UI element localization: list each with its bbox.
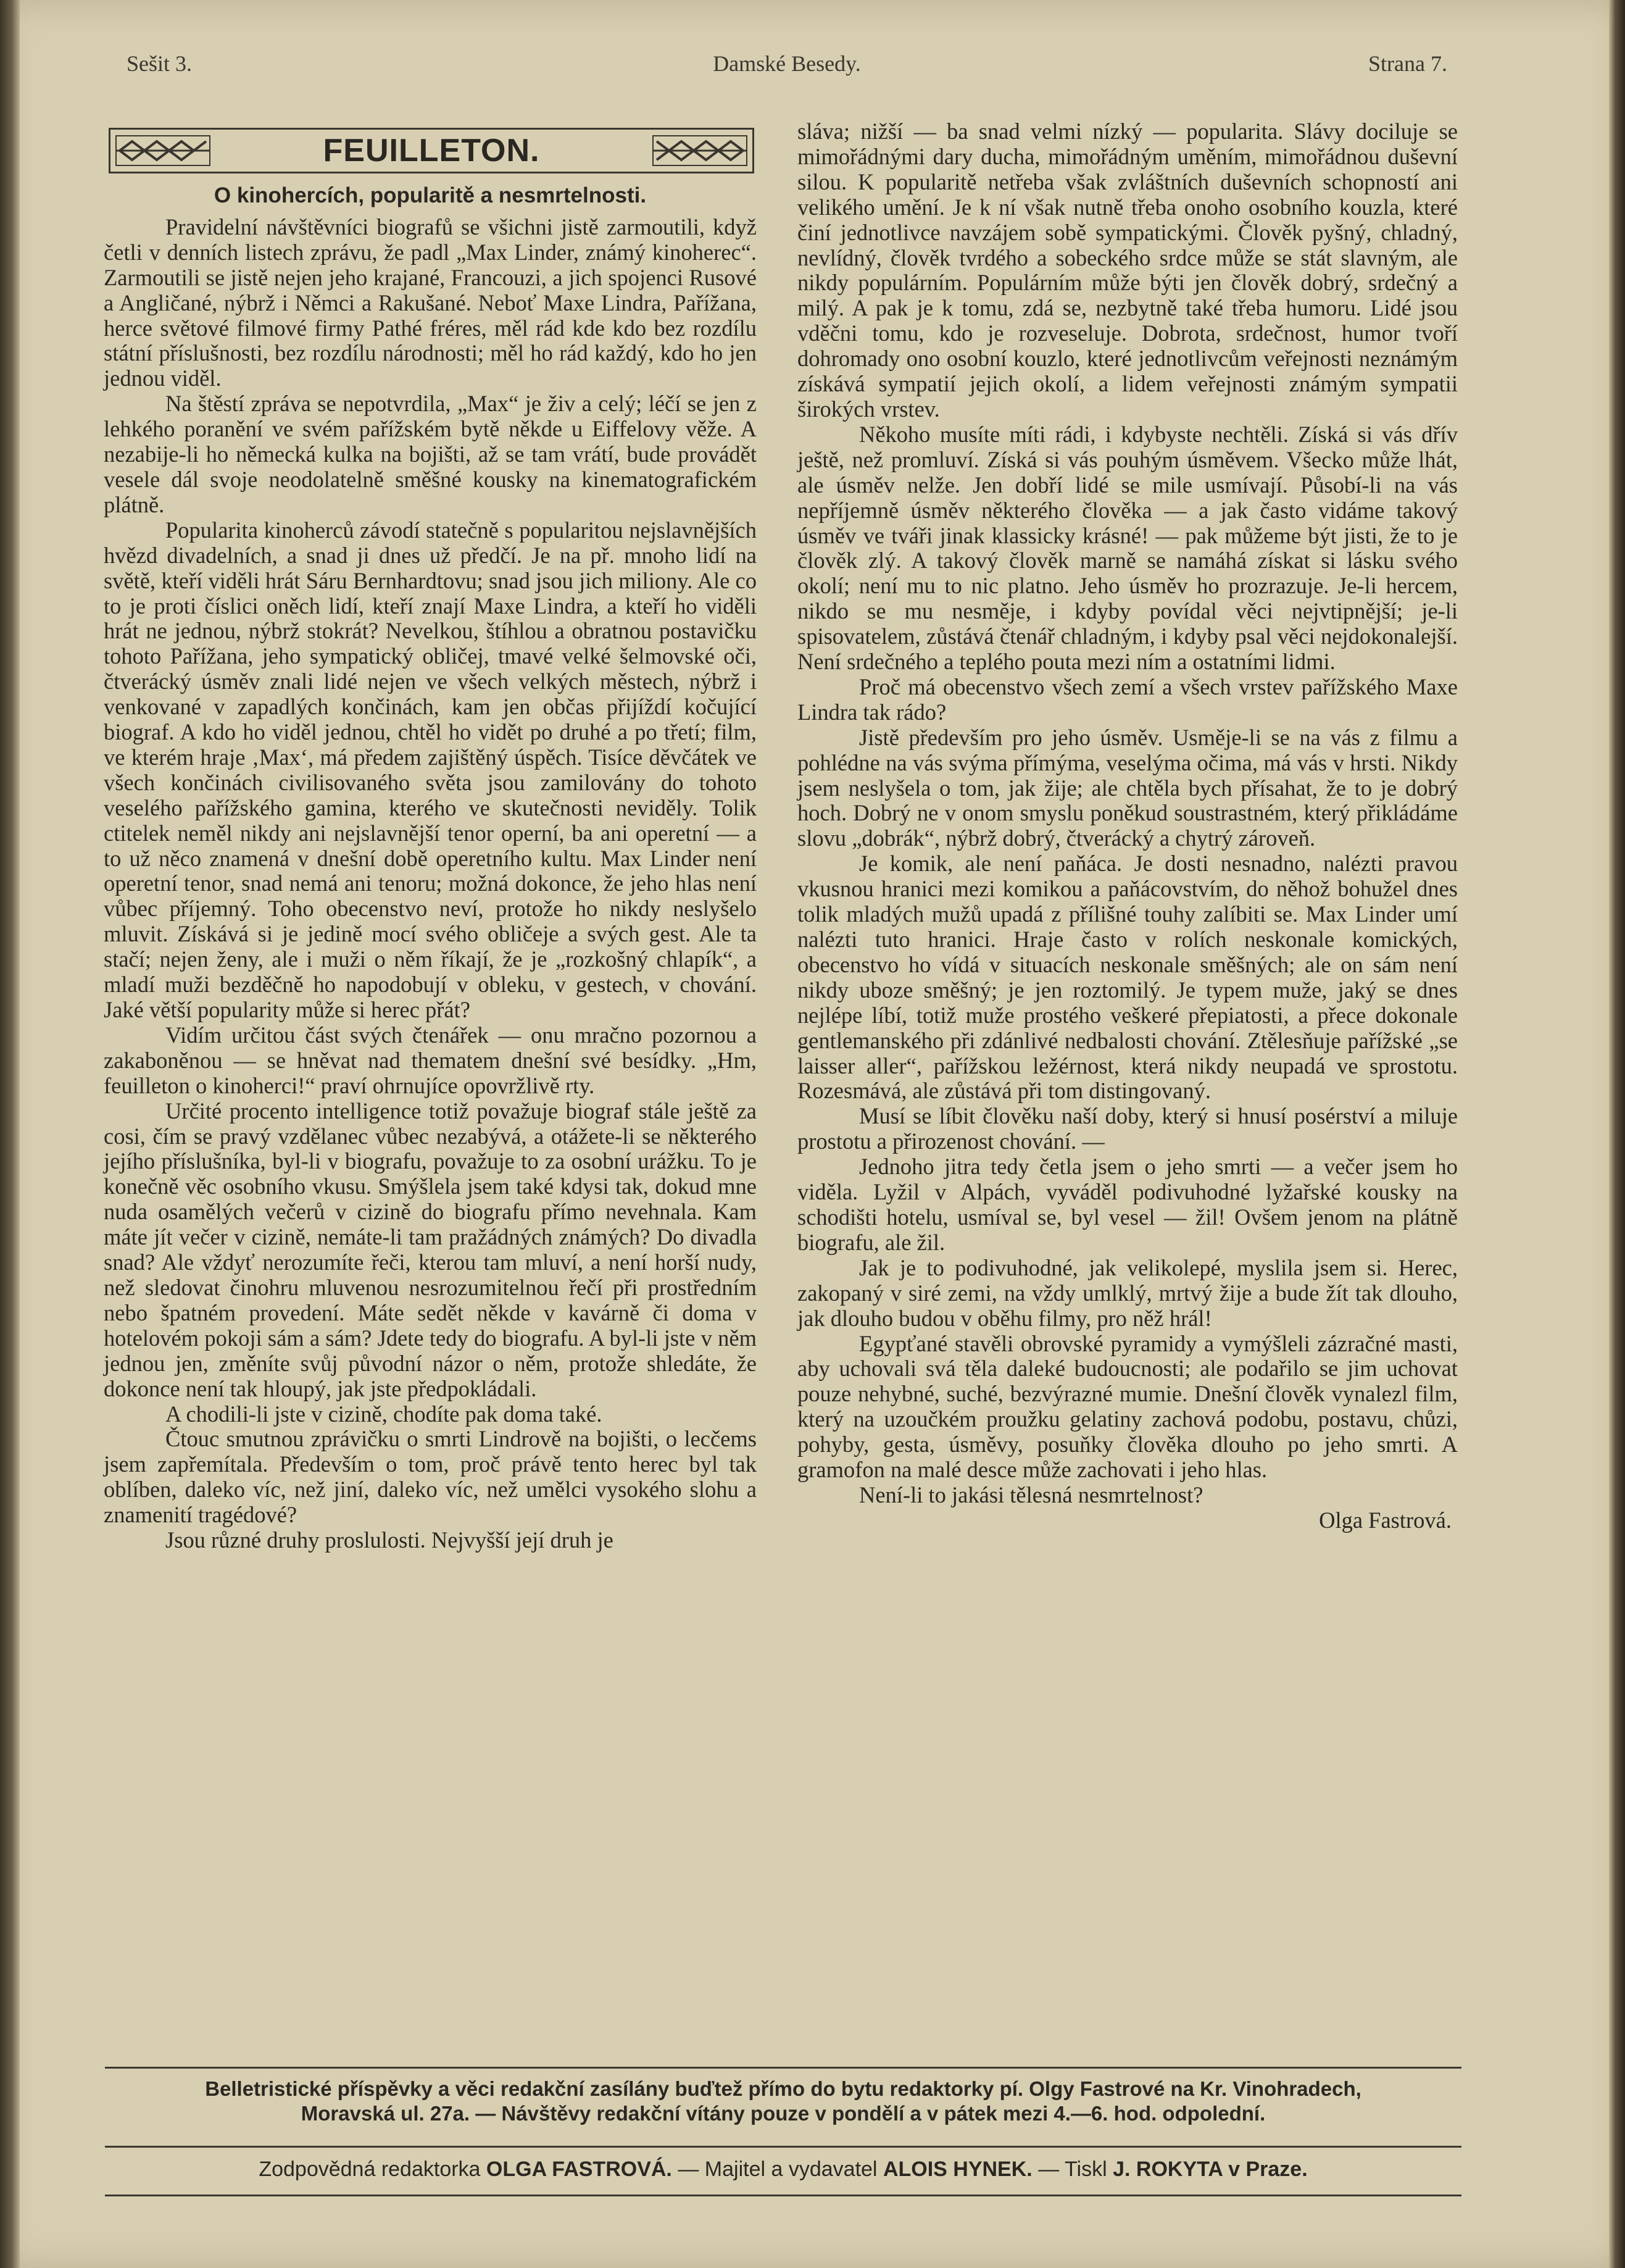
binding-edge-left — [0, 0, 20, 2268]
decorative-ornament-right-icon — [652, 135, 747, 166]
divider — [105, 2195, 1461, 2196]
paragraph: Pravidelní návštěvníci biografů se všichni jistě zarmoutili, když četli v denních listech zprávu, že padl „Max Linder, známý kinoherec“. Zarmoutili se jistě nejen jeho krajané, Francouzi, a jich spojenci Rusové a Angličané, nýbrž i Němci a Rakušané. Neboť Maxe Lindra, Pařížana, herce světové filmové firmy Pathé fréres, měl rád kde kdo bez rozdílu státní příslušnosti, bez rozdílu národnosti; měl ho rád každý, kdo ho jen jednou viděl. — [104, 214, 757, 391]
paragraph: Určité procento intelligence totiž považuje biograf stále ještě za cosi, čím se pravý vzdělanec vůbec nezabývá, a otážete-li se některého jejího příslušníka, byl-li v biografu, považuje to za osobní urážku. To je konečně věc osobního vkusu. Smýšlela jsem také kdysi tak, dokud mne nuda osamělých večerů v cizině do biografu přímo nevehnala. Kam máte jít večer v cizině, nemáte-li tam pražádných známých? Do divadla snad? Ale vždyť nerozumíte řeči, kterou tam mluví, a není horší nudy, než sledovat činohru mluvenou nesrozumitelnou řečí při prostředním nebo špatném provedení. Máte sedět někde v kavárně či doma v hotelovém pokoji sám a sám? Jdete tedy do biografu. A byl-li jste v něm jednou jen, změníte svůj původní názor o něm, protože shledáte, že dokonce není tak hloupý, jak jste předpokládali. — [104, 1098, 757, 1401]
paragraph: Jistě především pro jeho úsměv. Usměje-li se na vás z filmu a pohlédne na vás svýma přímýma, veselýma očima, má vás v hrsti. Nikdy jsem neslyšela o tom, jak žije; ale chtěla bych přísahat, že to je dobrý hoch. Dobrý ne v onom smyslu poněkud soustrastném, který přikládáme slovu „dobrák“, nýbrž dobrý, čtverácký a chytrý zároveň. — [797, 724, 1458, 851]
paragraph: Jednoho jitra tedy četla jsem o jeho smrti — a večer jsem ho viděla. Lyžil v Alpách, vyváděl podivuhodné lyžařské kousky na schodišti hotelu, usmíval se, byl vesel — žil! Ovšem jenom na plátně biografu, ale žil. — [797, 1154, 1458, 1255]
author-signature: Olga Fastrová. — [1319, 1507, 1452, 1533]
section-title: FEUILLETON. — [323, 132, 540, 169]
paragraph: Musí se líbit člověku naší doby, který si hnusí posérství a miluje prostotu a přirozenost chování. — — [797, 1103, 1458, 1154]
paragraph: Proč má obecenstvo všech zemí a všech vrstev pařížského Maxe Lindra tak rádo? — [797, 673, 1458, 725]
decorative-ornament-left-icon — [115, 135, 210, 166]
section-banner — [109, 128, 754, 173]
publication-name: Damské Besedy. — [713, 51, 861, 76]
notice-line: Moravská ul. 27a. — Návštěvy redakční vítány pouze v pondělí a v pátek mezi 4.—6. hod. odpolední. — [301, 2102, 1266, 2125]
imprint-editor: OLGA FASTROVÁ. — [486, 2158, 672, 2181]
paragraph: Na štěstí zpráva se nepotvrdila, „Max“ je živ a celý; léčí se jen z lehkého poranění ve svém pařížském bytě někde u Eiffelovy věže. A nezabije-li ho německá kulka na bojišti, až se tam vrátí, bude provádět vesele dál svoje neodolatelně směšné kousky na kinematografickém plátně. — [104, 391, 757, 517]
paragraph: Není-li to jakási tělesná nesmrtelnost? — [859, 1482, 1203, 1507]
paragraph: Popularita kinoherců závodí statečně s popularitou nejslavnějších hvězd divadelních, a snad ji dnes už předčí. Je na př. mnoho lidí na světě, kteří viděli hrát Sáru Bernhardtovu; snad jsou jich miliony. Ale co to je proti číslici oněch lidí, kteří znají Maxe Lindra, a kteří ho viděli hrát ne jednou, nýbrž stokrát? Nevelkou, štíhlou a obratnou postavičku tohoto Pařížana, jeho sympatický obličej, tmavé velké šelmovské oči, čtverácký úsměv znali lidé nejen ve všech velkých městech, nýbrž i venkované v zapadlých končinách, kam jen občas přijíždí kočující biograf. A kdo ho viděl jednou, chtěl ho vidět po druhé a po třetí; film, ve kterém hraje ‚Max‘, má předem zajištěný úspěch. Tisíce děvčátek ve všech končinách civilisovaného světa jsou zamilovány do tohoto veselého pařížského gamina, kterého ve skutečnosti neviděly. Tolik ctitelek neměl nikdy ani nejslavnější tenor operní, ba ani operetní — a to už něco znamená v dnešní době operetního kultu. Max Linder není operetní tenor, snad nemá ani tenoru; možná dokonce, že jeho hlas není vůbec příjemný. Toho obecenstvo neví, protože ho nikdy neslyšelo mluvit. Získává si je jedině mocí svého obličeje a svých gest. Ale ta stačí; nejen ženy, ale i muži o něm říkají, že je „rozkošný chlapík“, a mladí muži bezděčně ho napodobují v obleku, v gestech, v chování. Jaké větší popularity může si herec přát? — [104, 517, 757, 1022]
right-column — [797, 119, 1458, 1533]
paragraph: Egypťané stavěli obrovské pyramidy a vymýšleli zázračné masti, aby uchovali svá těla daleké budoucnosti; ale podařilo se jim uchovat pouze nehybné, suché, bezvýrazné mumie. Dnešní člověk vynalezl film, který na uzoučkém proužku gelatiny zachová podobu, postavu, chůzi, pohyby, gesta, úsměvy, posuňky člověka dlouho po jeho smrti. A gramofon na malé desce může zachovati i jeho hlas. — [797, 1330, 1458, 1483]
article-title: O kinohercích, popularitě a nesmrtelnosti. — [214, 183, 647, 207]
paragraph: sláva; nižší — ba snad velmi nízký — popularita. Slávy dociluje se mimořádnými dary ducha, mimořádným uměním, mimořádnou duševní silou. K popularitě netřeba však zvláštních duševních schopností ani velikého umění. Je k ní však nutně třeba onoho osobního kouzla, které činí jednotlivce navzájem sobě sympatickými. Člověk pyšný, chladný, nevlídný, člověk tvrdého a sobeckého srdce může se stát slavným, ale nikdy populárním. Populárním může býti jen člověk dobrý, srdečný a milý. A pak je k tomu, zdá se, nezbytně také třeba humoru. Lidé jsou vděčni tomu, kdo je rozveseluje. Dobrota, srdečnost, humor tvoří dohromady ono osobní kouzlo, které jednotlivcům veřejnosti neznámým získává sympatií jejich okolí, a lidem veřejnosti známým sympatii širokých vrstev. — [797, 119, 1458, 422]
imprint-owner-label: — Majitel a vydavatel — [678, 2158, 878, 2181]
paragraph: A chodili-li jste v cizině, chodíte pak doma také. — [165, 1401, 602, 1427]
imprint — [105, 2157, 1461, 2182]
imprint-owner: ALOIS HYNEK. — [883, 2158, 1033, 2181]
paragraph: Někoho musíte míti rádi, i kdybyste nechtěli. Získá si vás dřív ještě, než promluví. Získá si vás pouhým úsměvem. Všecko může lhát, ale úsměv nelže. Jen dobří lidé se mile usmívají. Působí-li na vás nepříjemně úsměv některého člověka — a jak často vidáme takový úsměv ve tváři jinak klassicky krásné! — pak můžeme být jisti, že to je člověk zlý. A takový člověk marně se namáhá získat si lásku svého okolí; není mu to nic platno. Jeho úsměv ho prozrazuje. Je-li hercem, nikdo se mu nesměje, i kdyby povídal věci nejvtipnější; je-li spisovatelem, zůstává čtenář chladným, i kdyby psal věci nejdokonalejší. Není srdečného a teplého pouta mezi ním a ostatními lidmi. — [797, 421, 1458, 675]
divider — [105, 2067, 1461, 2069]
page-number: Strana 7. — [1368, 51, 1447, 76]
editorial-notice — [105, 2077, 1461, 2126]
divider — [105, 2146, 1461, 2148]
binding-edge-right — [1609, 0, 1625, 2268]
paragraph: Čtouc smutnou zprávičku o smrti Lindrově na bojišti, o lecčems jsem zapřemítala. Především o tom, proč právě tento herec byl tak oblíben, daleko víc, než jiní, daleko víc, než umělci vysokého slohu a znamenití tragédové? — [104, 1426, 757, 1528]
imprint-printer: J. ROKYTA v Praze. — [1113, 2158, 1308, 2181]
paragraph: Je komik, ale není paňáca. Je dosti nesnadno, nalézti pravou vkusnou hranici mezi komikou a paňácovstvím, do něhož bohužel dnes tolik mladých mužů upadá z přílišné touhy zalíbiti se. Max Linder umí nalézti tuto hranici. Hraje často v rolích neskonale komických, obecenstvo ho vídá v situacích neskonale směšných; ale on sám není nikdy uboze směšný; je jen roztomilý. Je typem muže, jaký se dnes nejlépe líbí, totiž muže prostého veškeré přepiatosti, a přece dokonale gentlemanského při zdánlivé nedbalosti chování. Ztělesňuje pařížské „se laisser aller“, pařížskou ležérnost, která nikdy neupadá ve sprostotu. Rozesmává, ale zůstává při tom distingovaný. — [797, 851, 1458, 1104]
paragraph: Jak je to podivuhodné, jak velikolepé, myslila jsem si. Herec, zakopaný v siré zemi, na vždy umlklý, mrtvý žije a bude žít tak dlouho, jak dlouho budou v oběhu filmy, pro něž hrál! — [797, 1254, 1458, 1331]
left-column — [104, 120, 757, 1553]
imprint-editor-label: Zodpovědná redaktorka — [259, 2158, 481, 2181]
notice-line: Belletristické příspěvky a věci redakční zasílány buďtež přímo do bytu redaktorky pí. Olgy Fastrové na Kr. Vinohradech, — [205, 2077, 1361, 2100]
paragraph: Vidím určitou část svých čtenářek — onu mračno pozornou a zakaboněnou — se hněvat nad thematem dnešní své besídky. „Hm, feuilleton o kinoherci!“ praví ohrnujíce opovržlivě rty. — [104, 1022, 757, 1098]
running-header — [127, 51, 1447, 88]
imprint-printer-label: — Tiskl — [1038, 2158, 1107, 2181]
issue-number: Sešit 3. — [127, 51, 193, 76]
paragraph: Jsou různé druhy proslulosti. Nejvyšší její druh je — [165, 1527, 613, 1553]
